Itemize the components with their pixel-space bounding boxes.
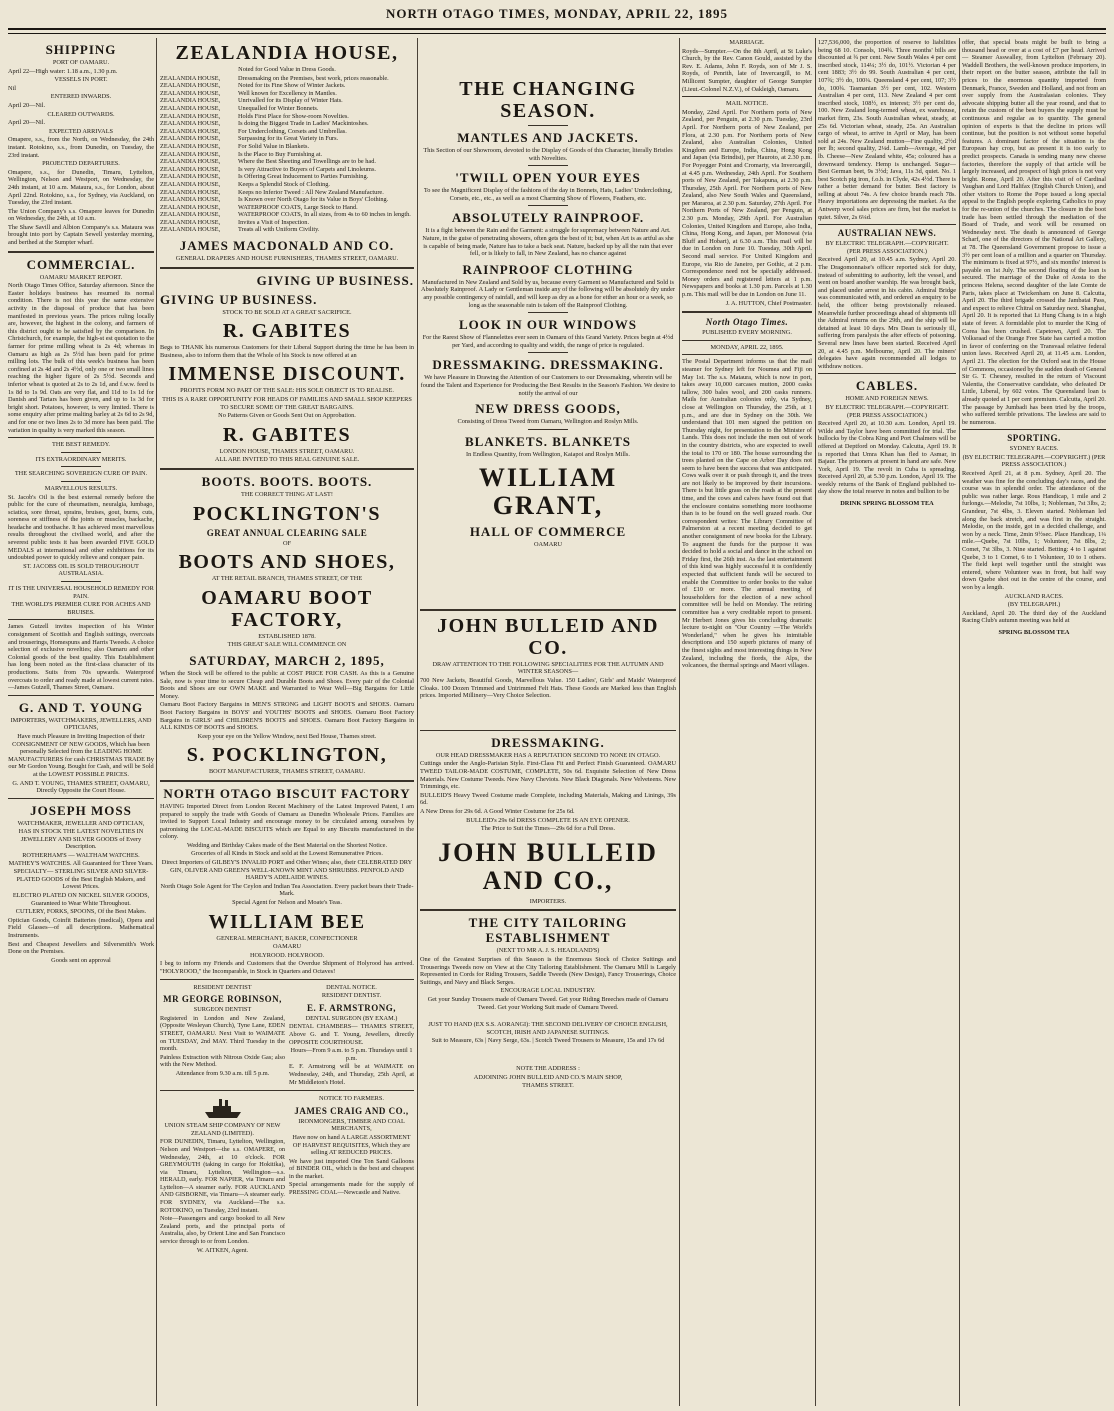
tea-footer: DRINK SPRING BLOSSOM TEA: [840, 500, 934, 508]
zealandia-text: Treats all with Uniform Civility.: [238, 226, 320, 234]
home-foreign: HOME AND FOREIGN NEWS.: [845, 395, 929, 403]
william-grant: WILLIAM GRANT,: [478, 463, 618, 521]
young-sub: IMPORTERS, WATCHMAKERS, JEWELLERS, AND OPTICIANS,: [10, 716, 152, 732]
cleared-heading: CLEARED OUTWARDS.: [47, 110, 115, 118]
zealandia-list: [160, 75, 414, 234]
marriage-heading: MARRIAGE.: [729, 39, 765, 46]
port-heading: PORT OF OAMARU.: [52, 59, 110, 66]
zealandia-line: [160, 82, 414, 90]
attendance: Attendance from 9.30 a.m. till 5 p.m.: [175, 1069, 270, 1077]
zealandia-line: [160, 128, 414, 136]
editorial: The Postal Department informs us that the mail steamer for Sydney left for Noumea and Fiji on May 1st. The s.s. Mataura, which is now in port, takes away 10,000 carcases mutton, 2000 casks tallow, 300 bales wool, and 200 casks runners. Mails for Australian colonies only, via Sydney, close at Wellington on Thursday, the 25th, at 1 p.m., and are due in Sydney on the 30th. We understand that 101 men signed the petition on Thursday night, for presentation to the Minister of Lands. This does not include the men out of work in the country districts, who are expected to swell the total to 170 or 180. The house surrounding the trees planted on the Cape on Arbor Day does not seem to have been the success that was anticipated. Cows walk over it or push through it, and the trees are not likely to be improved by their incursions. There is but little grass on the roads at the present time, and the cows and calves have found out that the enclosure contains something more toothsome than is to be found on the well grazed roads. Our correspondent writes: The Library Committee of Palmerston at a recent meeting decided to get another consignment of new books for the Library. To augment the funds for the purpose it was decided to hold a social and dance in the school on Friday first, the 26th inst. As the last entertainment of this kind was highly successful it is confidently expected that sufficient funds will be secured to enable the Committee to order books to the value of £10 or more. The annual meeting of householders for the election of a new school committee will be held on Monday. The retiring committee has a very creditable report to present. Mr Herbert Jones gives his concluding dramatic lecture to-night on "Our Country —The World's Wonderland," when he gives his inimitable descriptions and 150 superb pictures of many of the finest sights and most interesting things in New Zealand, including the fiords, the Alps, the volcanoes, the thermal springs and Maori villages.: [682, 358, 812, 670]
aitken-agent: W. AITKEN, Agent.: [196, 1246, 249, 1254]
moss-heading: JOSEPH MOSS: [30, 802, 132, 818]
zealandia-line: [160, 173, 414, 181]
city-text: One of the Greatest Surprises of this Season is the Enormous Stock of Choice Suitings and Trouserings Tweeds now on View at the City Tailoring Establishment. The Oamaru Mill is Largely Represented in Cords for Riding Trousers, Saddle Tweeds (New Design), Fancy Trouserings, Choice Suitings, and Navy and Black Serges.: [420, 955, 676, 986]
zealandia-line: [160, 196, 414, 204]
price-suit: The Price to Suit the Times—29s 6d for a Full Dress.: [480, 825, 616, 833]
merits: ITS EXTRAORDINARY MERITS.: [35, 455, 127, 463]
zealandia-line: [160, 189, 414, 197]
windows-heading: LOOK IN OUR WINDOWS: [458, 317, 638, 333]
zealandia-text: Dressmaking on the Premises, best work, prices reasonable.: [238, 74, 389, 82]
clothing-text: Manufactured in New Zealand and Sold by us, because every Garment so Manufactured and Sold is Absolutely Rainproof. A Lady or Gentleman inside any of the following will be absolutely dry under any possible contingency of rainfall, and will keep as dry as a bone for either an hour or a week, so long as the seasonable rain is taken off the Rainproof Clothing.: [421, 278, 675, 309]
cables-news: Received April 20, at 10.30 a.m. London, April 19. Wilde and Taylor have been committed for trial. The bullocks by the Cobra King and Port Chalmers will be offered at Deptford on Monday. Calcutta, April 19. It is reported that Umra Khan has fled to Asmar, in Bajaur. The prisoners at present in hand are safe. New York, April 19. The revolt in Cuba is spreading. Received April 20, at 5.30 p.m. London, April 19. The weekly returns of the Bank of England published to-day show the total reserve in notes and bullion to be: [818, 420, 956, 496]
changing-season: THE CHANGING SEASON.: [459, 78, 637, 122]
zealandia-text: Surpassing for its Great Variety in Furs.: [238, 135, 339, 143]
masthead-rule: [8, 28, 1106, 30]
zealandia-text: Unequalled for Winter Bonnets.: [238, 104, 319, 112]
zealandia-line: [160, 97, 414, 105]
zealandia-label: ZEALANDIA HOUSE,: [160, 82, 221, 90]
in-port-heading: VESSELS IN PORT.: [54, 76, 108, 84]
zealandia-line: [160, 211, 414, 219]
mail-signature: J. A. HUTTON, Chief Postmaster.: [725, 299, 812, 307]
surgeon-dentist: SURGEON DENTIST: [193, 1006, 252, 1014]
zealandia-label: ZEALANDIA HOUSE,: [160, 226, 221, 234]
invited: ALL ARE INVITED TO THIS REAL GENUINE SALE.: [214, 456, 360, 464]
hours: Hours—From 9 a.m. to 5 p.m. Thursdays until 1 p.m.: [290, 1047, 413, 1062]
rainproof-heading: ABSOLUTELY RAINPROOF.: [451, 210, 645, 226]
australian-news: Received April 20, at 10.45 a.m. Sydney, April 20. The Dragomonnaise's officer reported sick for duty, instead of submitting to authority, left the vessel, and went on board another warship. He was brought back, and placed under arrest in his cabin. Admiral Bridge was communicated with, and ordered an enquiry to be held, the officer being provisionally released. Meanwhile further proceedings ahead of shipments till the Admiral returns on the 29th, and the ship will be detained at least 10 days. Mrs Dean is seriously ill, suffering from paralysis the after effects of poisoning. Several new lines have been started. Received April 20, at 4.45 p.m. Melbourne, April 20. The miners' delegates have again recommended all lodges to withdraw notices.: [818, 256, 956, 370]
robinson: MR GEORGE ROBINSON,: [163, 994, 282, 1005]
electro: ELECTRO PLATED ON NICKEL SILVER GOODS, Guaranteed to Wear White Throughout.: [12, 892, 150, 907]
published: PUBLISHED EVERY MORNING.: [702, 329, 792, 337]
pocklington-heading: POCKLINGTON'S: [192, 502, 382, 525]
in-port: Nil: [8, 84, 17, 92]
departures-heading: PROJECTED DEPARTURES.: [42, 160, 120, 168]
painless: Painless Extraction with Nitrous Oxide Gas; also with the New Method.: [160, 1053, 285, 1069]
zealandia-text: Unrivalled for its Display of Winter Hats.: [238, 97, 343, 105]
zealandia-line: [160, 158, 414, 166]
auckland-news: Auckland, April 20. The third day of the Auckland Racing Club's autumn meeting was held at: [962, 609, 1106, 625]
bulleid-heading-2: JOHN BULLEID AND CO.,: [438, 837, 658, 895]
bulleid-attention: DRAW ATTENTION TO THE FOLLOWING SPECIALITIES FOR THE AUTUMN AND WINTER SEASONS—: [432, 660, 664, 676]
auckland-races: AUCKLAND RACES.: [1004, 592, 1064, 600]
specialty: SPECIALTY— STERLING SILVER AND SILVER-PLATED GOODS of the Best English Makers, and Lowest Prices.: [13, 868, 149, 891]
marvellous: MARVELLOUS RESULTS.: [44, 484, 118, 492]
zealandia-text: WATERPROOF COATS, Large Stock to Hand.: [238, 203, 358, 211]
new-dress-text: Consisting of Dress Tweed from Oamaru, Wellington and Roslyn Mills.: [457, 418, 639, 426]
of-label: OF: [282, 539, 292, 547]
saturday: SATURDAY, MARCH 2, 1895,: [189, 652, 385, 668]
bulleid-items: 700 New Jackets, Beautiful Goods, Marvellous Value. 150 Ladies', Girls' and Maids' Waterproof Cloaks. 100 Dozen Trimmed and Untrimmed Felt Hats. These Goods are Marked less than English prices. Imported Millinery—Very Choice Selection.: [420, 677, 676, 700]
new-dress-offer: A New Dress for 29s 6d. A Good Winter Costume for 25s 6d.: [420, 808, 575, 815]
young-address: G. AND T. YOUNG, THAMES STREET, OAMARU, Directly Opposite the Court House.: [12, 779, 150, 795]
column-1: [8, 38, 154, 1406]
issue-date: MONDAY, APRIL 22, 1895.: [710, 343, 784, 351]
suit-measure: Suit to Measure, 63s | Navy Serge, 63s. | Scotch Tweed Trousers to Measure, 15s and 17s 6d: [431, 1037, 665, 1045]
zealandia-label: ZEALANDIA HOUSE,: [160, 165, 221, 173]
bulleid-heavy: BULLEID'S Heavy Tweed Costume made Complete, including Materials, Making and Linings, 39s 6d.: [420, 791, 676, 807]
zealandia-text: Is very Attractive to Buyers of Carpets and Linoleums.: [238, 165, 376, 173]
cables-by: BY ELECTRIC TELEGRAPH.—COPYRIGHT. (PER PRESS ASSOCIATION.): [825, 403, 949, 419]
union-note: The Union Company's s.s. Omapere leaves for Dunedin on Wednesday, the 24th, at 10 a.m.: [8, 207, 154, 223]
importers-wines: Direct Importers of GILBEY'S INVALID PORT and Other Wines; also, their CELEBRATED DRY GIN, OLIVER AND GREEN'S WELL-KNOWN MINT AND SHRUBBS. PENFOLD AND HARDY'S ADELAIDE WINES.: [161, 859, 413, 882]
windows-text: For the Rarest Show of Flannelettes ever seen in Oamaru of this Grand Variety. Prices begin at 4½d per Yard, and according to quality and width, the range of price is regulated.: [422, 334, 674, 349]
macdonald-heading: JAMES MACDONALD AND CO.: [179, 238, 395, 254]
expected-arrivals: Omapere, s.s., from the North, on Wednesday, the 24th instant. Rotokino, s.s., from Dunedin, on Tuesday, the 23rd instant.: [8, 136, 154, 159]
dental-chambers: DENTAL CHAMBERS— THAMES STREET, Above G. and T. Young, Jewellers, directly OPPOSITE COURTHOUSE.: [289, 1023, 414, 1046]
mail-heading: MAIL NOTICE.: [725, 100, 769, 108]
biscuit-text: HAVING Imported Direct from London Recent Machinery of the Latest Improved Patent, I am prepared to supply the trade with Goods of Oamaru as Dunedin Wholesale Prices. Families are invited to Support Local Industry and encourage money to be circulated among ourselves by patronising the LOCAL-MADE BISCUITS which are Equal to any Biscuits manufactured in the colony.: [160, 802, 414, 841]
zealandia-label: ZEALANDIA HOUSE,: [160, 74, 221, 82]
zealandia-label: ZEALANDIA HOUSE,: [160, 89, 221, 97]
zealandia-line: [160, 151, 414, 159]
registered: Registered in London and New Zealand, (Opposite Wesleyan Church), Tyne Lane, EDEN STREET, OAMARU. Next Visit to WAIMATE on TUESDAY, 2nd MAY. Third Tuesday in the month.: [160, 1014, 285, 1053]
twill-text: To see the Magnificent Display of the fashions of the day in Bonnets, Hats, Ladies' Underclothing, Corsets, etc., etc., as well as a most Charming Show of Flowers, Feathers, etc.: [423, 187, 673, 202]
union-company: UNION STEAM SHIP COMPANY OF NEW ZEALAND (LIMITED).: [164, 1122, 281, 1137]
high-water: April 22—High water: 1.18 a.m., 1.30 p.m.: [8, 67, 118, 75]
searching-cure: THE SEARCHING SOVEREIGN CURE OF PAIN.: [14, 470, 148, 478]
correct-thing: THE CORRECT THING AT LAST!: [240, 491, 333, 498]
dress-items: Cuttings under the Anglo-Parisian Style. First-Class Fit and Perfect Finish Guaranteed. OAMARU TWEED TAILOR-MADE COSTUME, COMPLETE, 50s 6d. Exquisite Selection of New Dress Materials. New Costume Tweeds. New Navy Cheviots. New Black Diagonals. New Velveteens. New Trimmings, etc.: [420, 760, 676, 791]
dressmaking-text: We have Pleasure in Drawing the Attention of our Customers to our Dressmaking, wherein will be found the Talent and Experience for Producing the Best Results in the Season's Fashion. We desire to notify the arrival of our: [420, 374, 676, 397]
column-2: [160, 38, 414, 1406]
oamaru-tweed: Get your Sunday Trousers made of Oamaru Tweed. Get your Riding Breeches made of Oamaru Tweed. Get your Working Suit made of Oamaru Tweed.: [427, 995, 669, 1011]
zealandia-line: [160, 113, 414, 121]
boots-shoes: BOOTS AND SHOES,: [178, 551, 396, 574]
bee-sub: GENERAL MERCHANT, BAKER, CONFECTIONER: [216, 934, 358, 942]
zealandia-label: ZEALANDIA HOUSE,: [160, 218, 221, 226]
immense-discount: IMMENSE DISCOUNT.: [168, 363, 406, 386]
zealandia-label: ZEALANDIA HOUSE,: [160, 150, 221, 158]
holyrood-text: I beg to inform my Friends and Customers that the Overdue Shipment of Holyrood has arrived. "HOLYROOD," the Incomparable, in Stock in Quarters and Octaves!: [160, 960, 414, 975]
zealandia-text: For Underclothing, Corsets and Umbrellas.: [238, 127, 347, 135]
zealandia-line: [160, 90, 414, 98]
zealandia-text: Holds First Place for Show-room Novelties.: [238, 112, 349, 120]
zealandia-label: ZEALANDIA HOUSE,: [160, 180, 221, 188]
craig-import: We have just imported One Ton Sand Galloons of BINDER OIL, which is the best and cheapest in the market.: [289, 1157, 414, 1180]
zealandia-line: [160, 143, 414, 151]
tea-footer-2: SPRING BLOSSOM TEA: [998, 628, 1070, 636]
zealandia-line: [160, 120, 414, 128]
steamship-icon: [203, 1096, 243, 1120]
bulleid-heading: JOHN BULLEID AND CO.: [437, 614, 659, 659]
zealandia-text: Is the Place to Buy Furnishing at.: [238, 150, 323, 158]
zealandia-text: Well known for Excellency in Mantles.: [238, 89, 337, 97]
column-4: [682, 38, 812, 1406]
adjoining: ADJOINING JOHN BULLEID AND CO.'S MAIN SHOP,: [473, 1073, 623, 1081]
optician: Optician Goods, Coinfit Batteries (medical), Opera and Field Glasses—of all descriptions. Mathematical Instruments.: [8, 916, 154, 939]
entered: April 20—Nil.: [8, 101, 46, 109]
waimate-visit: E. F. Armstrong will be at WAIMATE on Wednesday, 24th, and Thursday, 25th April, at Mr Middleton's Hotel.: [289, 1063, 414, 1086]
annual-sale: GREAT ANNUAL CLEARING SALE: [206, 527, 368, 538]
armstrong: E. F. ARMSTRONG,: [307, 1002, 396, 1013]
australian-heading: AUSTRALIAN NEWS.: [837, 228, 937, 239]
zealandia-heading: ZEALANDIA HOUSE,: [175, 42, 399, 64]
zealandia-label: ZEALANDIA HOUSE,: [160, 127, 221, 135]
new-dress-goods: NEW DRESS GOODS,: [475, 401, 621, 417]
sporting-heading: SPORTING.: [1007, 433, 1061, 444]
zealandia-line: [160, 181, 414, 189]
universal-remedy: IT IS THE UNIVERSAL HOUSEHOLD REMEDY FOR PAIN.: [8, 585, 154, 600]
groceries: Groceries of all Kinds in Stock and sold at the Lowest Remunerative Prices.: [191, 850, 383, 858]
sporting-by: (BY ELECTRIC TELEGRAPH.—COPYRIGHT.) (PER PRESS ASSOCIATION.): [962, 453, 1106, 469]
best-remedy: THE BEST REMEDY.: [51, 441, 111, 449]
mail-notice: Monday, 22nd April. For Northern ports of New Zealand, per Penguin, at 2.30 p.m. Tuesday, 23rd April. For Northern ports of New Zealand, per Flora, at 2.30 p.m. For Northern ports of New Zealand, also Australian Colonies, United Kingdom and Europe, India, China, Hong Kong and Japan (via Brindisi), per Hauroto, at 2.30 p.m. For Poyegger Point and Cromarty, via Invercargill, at 4.45 p.m. Wednesday, 24th April. For Southern ports of New Zealand, per Takapuna, at 2.30 p.m. Thursday, 25th April. For Northern ports of New Zealand, also New South Wales and Queensland, per Mararoa, at 2.30 p.m. Saturday, 27th April. For Northern Ports of New Zealand, per Penguin, at 2.30 p.m. Monday, 29th April. For Australian Colonies, United Kingdom and Europe, also India, China, Hong Kong, and Japan, per Monowai (via Bluff and Hobart), at 6.30 a.m. This mail will be due in London on June 10. Tuesday, 30th April. Second mail service. For United Kingdom and Europe, via Rio de Janeiro, per Gothic, at 2 p.m. Correspondence need not be specially addressed. Money orders and registered letters at 1 p.m. Newspapers and books at 1.30 p.m. Parcels at 1.30 p.m. This mail will be due in London on June 11.: [682, 108, 812, 298]
moss-text: HAS IN STOCK THE LATEST NOVELTIES IN JEWELLERY AND SILVER GOODS of Every Description.: [18, 828, 144, 851]
sydney-races: SYDNEY RACES.: [1009, 445, 1059, 453]
sale-text: When the Stock will be offered to the public at COST PRICE FOR CASH. As this is a Genuine Sale, now is your time to secure Cheap and Durable Boots and Shoes. Every pair of the Colonial Boots and Shoes are our OWN MAKE and Warranted to Wear Well—Big Bargains for Little Money.: [160, 669, 414, 700]
cleared: April 20—Nil.: [8, 119, 46, 127]
zealandia-label: ZEALANDIA HOUSE,: [160, 112, 221, 120]
william-bee: WILLIAM BEE: [208, 910, 366, 933]
craig-coal: Special arrangements made for the supply of PRESSING COAL—Newcastle and Native.: [289, 1181, 414, 1197]
rare-opportunity: THIS IS A RARE OPPORTUNITY FOR HEADS OF FAMILIES AND SMALL SHOP KEEPERS TO SECURE SOME OF THE GREAT BARGAINS.: [162, 396, 412, 411]
boots-heading: BOOTS. BOOTS. BOOTS.: [201, 474, 373, 489]
stock-sold: STOCK TO BE SOLD AT A GREAT SACRIFICE.: [222, 308, 352, 316]
mantles-heading: MANTLES AND JACKETS.: [457, 130, 639, 145]
oamaru-boot-factory: OAMARU BOOT FACTORY,: [201, 586, 373, 631]
encourage-industry: ENCOURAGE LOCAL INDUSTRY.: [500, 987, 596, 995]
zealandia-line: [160, 166, 414, 174]
s-pocklington: S. POCKLINGTON,: [186, 744, 388, 767]
rainproof-clothing: RAINPROOF CLOTHING: [462, 261, 634, 277]
gabites-text: Begs to THANK his numerous Customers for their Liberal Support during the time he has been in Business, also to inform them that the Whole of his Stock is now offered at an: [160, 344, 414, 359]
wedding-cakes: Wedding and Birthday Cakes made of the Best Material on the Shortest Notice.: [186, 841, 388, 849]
auckland-by: (BY TELEGRAPH.): [1007, 601, 1061, 609]
zealandia-label: ZEALANDIA HOUSE,: [160, 203, 221, 211]
armstrong-sub: DENTAL SURGEON (BY EXAM.): [305, 1014, 398, 1022]
keep-eye: Keep your eye on the Yellow Window, next Bed House, Thames street.: [197, 732, 377, 740]
projected-departures: Omapere, s.s., for Dunedin, Timaru, Lyttelton, Wellington, Nelson and Westport, on Wednesday, the 24th instant, at 10 a.m. Mataura, s.s., for London, about April 22nd. Rotokino, s.s., for Sydney, via Auckland, on Tuesday, the 23rd instant.: [8, 168, 154, 207]
craig-sub: IRONMONGERS, TIMBER AND COAL MERCHANTS,: [298, 1117, 405, 1133]
jacobs-sold: ST. JACOBS OIL IS SOLD THROUGHOUT AUSTRALASIA.: [23, 562, 139, 578]
zealandia-label: ZEALANDIA HOUSE,: [160, 173, 221, 181]
masthead-rule-thin: [8, 33, 1106, 34]
column-divider: [959, 38, 960, 1406]
holyrood: HOLYROOD. HOLYROOD.: [249, 951, 325, 959]
zealandia-line: [160, 219, 414, 227]
marriage-notice: Royds—Sumpter.—On the 8th April, at St Luke's Church, by the Rev. Canon Gould, assisted by the Rev. E. Adams, John F. Royds, son of Mr J. S. Royds, of Penrith, late of Invercargill, to M. Millicent Sumpter, daughter of George Sumpter (Lieut.-Colonel N.Z.V.), of Oakleigh, Oamaru.: [682, 47, 812, 93]
city-tailoring: THE CITY TAILORING ESTABLISHMENT: [468, 915, 628, 946]
just-to-hand: JUST TO HAND (EX S.S. AORANGI): THE SECOND DELIVERY OF CHOICE ENGLISH, SCOTCH, IRISH AND JAPANESE SUITINGS.: [428, 1021, 668, 1036]
column-3: [420, 38, 676, 1406]
zealandia-label: ZEALANDIA HOUSE,: [160, 158, 221, 166]
zealandia-line: [160, 105, 414, 113]
zealandia-text: Noted for its Fine Show of Winter Jackets.: [238, 82, 346, 90]
newspaper-nameplate: North Otago Times.: [705, 317, 789, 328]
zealandia-label: ZEALANDIA HOUSE,: [160, 196, 221, 204]
blankets-heading: BLANKETS. BLANKETS: [464, 433, 632, 449]
special-agent: Special Agent for Nelson and Moate's Teas.: [232, 899, 342, 907]
zealandia-text: Keeps a Splendid Stock of Clothing.: [238, 180, 330, 188]
zealandia-text: Keeps no Inferior Tweed : All New Zealand Manufacture.: [238, 188, 384, 196]
zealandia-label: ZEALANDIA HOUSE,: [160, 104, 221, 112]
premier-cure: THE WORLD'S PREMIER CURE FOR ACHES AND BRUISES.: [11, 601, 151, 616]
zealandia-line: [160, 135, 414, 143]
zealandia-label: ZEALANDIA HOUSE,: [160, 142, 221, 150]
biscuit-factory: NORTH OTAGO BISCUIT FACTORY: [163, 785, 411, 801]
best-work: Best and Cheapest Jewellers and Silversmith's Work Done on the Premises.: [8, 940, 154, 956]
dressmaking-heading-2: DRESSMAKING.: [491, 734, 605, 750]
zealandia-label: ZEALANDIA HOUSE,: [160, 135, 221, 143]
established: ESTABLISHED 1878.: [258, 632, 316, 640]
craig: JAMES CRAIG AND CO.,: [294, 1105, 409, 1116]
waltham: ROTHERHAM'S — WALTHAM WATCHES. MATHEY'S WATCHES. All Guaranteed for Three Years.: [8, 852, 154, 867]
zealandia-text: For Solid Value in Blankets.: [238, 142, 310, 150]
zealandia-line: [160, 75, 414, 83]
resident-dentist-2: RESIDENT DENTIST.: [321, 992, 382, 1000]
blankets-text: In Endless Quantity, from Wellington, Kaiapoi and Roslyn Mills.: [466, 450, 630, 458]
farmers-notice: NOTICE TO FARMERS.: [319, 1095, 384, 1103]
zealandia-text: Where the Best Sheeting and Towellings are to be had.: [238, 158, 376, 166]
cable-continued: offer, that special boats might be built to bring a thousand head or over at a cost of £7 per head. Arrived — Steamer Asswalley, from Lyttelton (February 20). Waddell Brothers, the well-known produce importers, in their report on the butter season, attribute the fall in prices to the enormous quantity imported from Denmark, France, Sweden and Holland, and not from an over supply from the Australasian colonies. They advocate shipping butter all the year round, and that to retain the custom of the best buyers the supply must be continuous and regular as to quantity. The general opinion of experts is that the decline in prices will continue, but the position is not without some hopeful features. A dominant factor of the situation is the European hay crop, but as present it is too early to predict prospects. Canada is sending many new cheese factories, therefore the supply of that article will be largely increased, and prospect of high prices is not very bright. Rome, April 20. After this visit of of Cardinal Vaughan and Lord Halifax (English Church Union), and other visitors to Rome the Pope issued a long special appeal to the English people exploring Catholics to pray for the re-union of the churches. The closure in the boot trade has been settled through the mediation of the Board of Trade, and work will be resumed on Wednesday next. The death is announced of George Scharf, one of the directors of the National Art Gallery, at 78. The Queensland Government propose to issue a 3½ per cent loan of a million and a quarter on Thursday. The minimum is fixed at 97½, and six months' interest is payable on 1st July. The second floating of the loan is secured. The marriage of the Duke of Aosta to the princess Helena, second daughter of the late Comte de Paris, takes place at Twickenham on June 8. Calcutta, April 20. The third brigade crossed the Jambatai Pass, and expect to relieve Chitral on Saturday next. Shanghai, April 20. It is reported that Li Hung Chang is in a high state of fever. A formidable plot to murder the King of Corea has been crushed. Capetown, April 20. The Volksraad of the Orange Free State has carried a motion in favor of conferring on the Transvaal relative federal union laws. Received April 20, at 11.45 a.m. London, April 21. The election for the Oxford seat in the House of Commons, occasioned by the sudden death of General Sir G. T. Chesney, resulted in the return of Viscount Valentia, the Conservative candidate, who defeated Dr Little, Liberal, by 602 votes. The Queensland loan is already quoted at 1 per cent premium. Calcutta, April 20. The passage by Jumbadi has been tried by the troops, who suffered terrible privations. The lawless are said to be numerous.: [962, 39, 1106, 426]
finance-report: 127,536,000, the proportion of reserve to liabilities being 68 10. Consols, 104¾. Three months' bills are discounted at ¾ per cent. New South Wales 4 per cent inscribed stock, 114¼; 3½ do, 101½. Victorian 4 per cent 1883; 3½ do 99. South Australian 4 per cent, 107¾; 3½ do, 100¼. Queensland 4 per cent, 107; 3½ do, 100¾. Tasmanian 3½ per cent, 102. Western Australian 4 per cent, 113. New Zealand 4 per cent inscribed stock, 108½, ex interest; 3½ per cent do, 100. New Zealand long-termed wheat, ex warehouse, market firm, 23s. South Australian wheat, steady, at 25s 6d. Victorian wheat, steady, 25s. An Australian cargo of wheat, to arrive in April or May, has been sold at 24s. New Zealand mutton—Fine quality, 2½d per lb; second quality, 2¼d. Lamb—Average, 4d per lb. Cheese—New Zealand white, 45s; coloured has a downward tendency. Hemp is unchanged. Sugar—Best German beet, 9s 3½d; Java, 11s 3d, quiet. No. 1 best Scotch pig iron, f.o.b. in Clyde, 42s 4½d. There is rather a better demand for butter. Best factory is selling at about 74s. A few choice brands reach 78s. Heavy importations are depressing the market. As the Antwerp wool sales prices are firm, but the market is quiet. Silver, 2s 6¼d.: [818, 39, 956, 221]
bulleid-29s: BULLEID's 29s 6d DRESS COMPLETE IS AN EYE OPENER.: [466, 816, 630, 824]
zealandia-text: Is doing the Biggest Trade in Ladies' Mackintoshes.: [238, 120, 369, 128]
mantles-text: This Section of our Showroom, devoted to the Display of Goods of this Character, literally Bristles with Novelties.: [423, 147, 673, 162]
thames-street: THAMES STREET.: [522, 1082, 574, 1090]
zealandia-line: [160, 204, 414, 212]
column-divider: [417, 38, 418, 1406]
bee-town: OAMARU: [273, 943, 301, 951]
commence: THIS GREAT SALE WILL COMMENCE ON: [227, 641, 347, 649]
giving-up-2: GIVING UP BUSINESS.: [160, 291, 318, 307]
retail-branch: AT THE RETAIL BRANCH, THAMES STREET, OF THE: [211, 575, 363, 583]
zealandia-text: WATERPROOF COATS, In all sizes, from 4s to 60 inches in length.: [238, 211, 411, 219]
jacobs-oil-text: St. Jacob's Oil is the best external remedy before the public for the cure of rheumatism, neuralgia, lumbago, sciatica, sore throat, sprains, bruises, gout, burns, cuts, soreness or stiffness of the joints or muscles, backache, headache and toothache. It has achieved most marvellous results throughout the civilised world, and after the severest public tests it has been awarded FIVE GOLD MEDALS at international and other exhibitions for its undoubted power to quickly relieve and conquer pain.: [8, 493, 154, 562]
entered-heading: ENTERED INWARDS.: [50, 93, 112, 101]
grant-town: OAMARU: [534, 541, 562, 549]
zealandia-text: Invites a Visit of Inspection.: [238, 218, 310, 226]
young-heading: G. AND T. YOUNG: [18, 699, 144, 715]
london-house: LONDON HOUSE, THAMES STREET, OAMARU.: [219, 447, 355, 455]
resident-dentist: RESIDENT DENTIST: [193, 983, 252, 991]
commercial-heading: COMMERCIAL.: [26, 256, 136, 272]
bargains: Oamaru Boot Factory Bargains in MEN'S STRONG and LIGHT BOOTS and SHOES. Oamaru Boot Factory Bargains in BOYS' and YOUTHS' BOOTS and SHOES. Oamaru Boot Factory Bargains in GIRLS' and CHILDREN'S BOOTS and SHOES. Oamaru Boot Factory Bargains in ALL KINDS OF BOOTS and SHOES.: [160, 701, 414, 732]
city-next: (NEXT TO MR A. J. S. HEADLAND'S): [496, 947, 600, 955]
note-address: NOTE THE ADDRESS :: [516, 1064, 580, 1072]
giving-up-1: GIVING UP BUSINESS.: [256, 272, 414, 288]
zealandia-label: ZEALANDIA HOUSE,: [160, 97, 221, 105]
zealandia-label: ZEALANDIA HOUSE,: [160, 188, 221, 196]
zealandia-text: Is Known over North Otago for its Value in Boys' Clothing.: [238, 196, 389, 204]
gutzell-ad: James Gutzell invites inspection of his Winter consignment of Scottish and English suitings, overcoats and trouserings, Homespuns and Harris Tweeds. A choice selection of exclusive novelties; also Oamaru and other Colonial goods of the best quality. This Establishment has long been noted as the first-class character of its productions. Suits from 70s upwards. Waterproof overcoats to order and ready made at lowest current rates.—James Gutzell, Thames Street, Oamaru.: [8, 623, 154, 692]
column-divider: [679, 38, 680, 1406]
tea-agent: North Otago Sole Agent for The Ceylon and Indian Tea Association. Every packet bears their Trade-Mark.: [160, 882, 414, 898]
market-report: North Otago Times Office, Saturday afternoon. Since the Easter holidays business has resumed its normal condition. There is not this year the same extensive activity in the disposal of produce that has been manifested in previous years. The prices ruling locally are, however, the highest in the colony, and farmers of this district ought to be satisfied by the comparison. In Christchurch, for example, the high-st est quotation to the farmer for prime milling wheat is 2s 4d; whereas in Oamaru as high as 2s 5½d has been paid for prime milling lots. The bulk of this week's business has been confined at 2s 4d and 2s 4½d, only one or two small lines reaching the higher figure of 2s 5½d. Seconds and inferior wheat is quoted at 2s to 2s 1d, and f.w.w. feed is 1s 8d to 1s 9d. Oats are very flat, and 11d to 1s 1d for Danish and Tartars has been given, and up to 1s 3d for bright short. Potatoes, however, is very limited. There is some enquiry after prime malting barley at 2s 6d to 2s 9d, and for one or two lines 2s to 3d more has been paid. The variation in quality is very marked this season.: [8, 282, 154, 434]
boot-manufacturer: BOOT MANUFACTURER, THAMES STREET, OAMARU.: [208, 768, 366, 776]
zealandia-line: [160, 226, 414, 234]
column-divider: [815, 38, 816, 1406]
column-6: [962, 38, 1106, 1406]
young-text: Have much Pleasure in Inviting Inspection of their CONSIGNMENT OF NEW GOODS, Which has been personally Selected from the LEADING HOME MANUFACTURERS for cash CHRISTMAS TRADE By our Mr Gordon Young. Bought for Cash, and will be Sold at the LOWEST POSSIBLE PRICES.: [8, 732, 154, 778]
zealandia-label: ZEALANDIA HOUSE,: [160, 120, 221, 128]
column-5: [818, 38, 956, 1406]
dressmaking-heading: DRESSMAKING. DRESSMAKING.: [432, 357, 664, 373]
shaw-note: The Shaw Savill and Albion Company's s.s. Mataura was brought into port by Captain Sewell yesterday morning, and berthed at the Sumpter wharf.: [8, 223, 154, 247]
gabites-heading: R. GABITES: [222, 320, 352, 343]
union-sailings: FOR DUNEDIN, Timaru, Lyttelton, Wellington, Nelson and Westport—the s.s. OMAPERE, on Wednesday, 24th, at 10 o'clock. FOR GREYMOUTH (taking in cargo for Hokitika), via Timaru, Lyttelton, Wellington—s.s. HERALD, early. FOR NAPIER, via Timaru and Lyttelton—A steamer early. FOR AUCKLAND AND GISBORNE, via Timaru—A steamer early. FOR SYDNEY, via Auckland—The s.s. ROTOKINO, on Tuesday, 23rd instant.: [160, 1138, 285, 1214]
twill-heading: 'TWILL OPEN YOUR EYES: [455, 170, 641, 186]
sporting-news: Received April 21, at 8 p.m. Sydney, April 20. The weather was fine for the concluding day's races, and the course was in splendid order. The attendance of the public was rather large. Rous Handicap, 1 mile and 2 furlongs.—Melodie, 7st 10lbs, 1; Nobleman, 7st 3lbs, 2; Grandeur, 7st 4lbs, 3. Eleven started. Nobleman led along the back stretch, and was first in the straight. Melodie, on the inside, got in a decided challenge, and won by a neck. Time, 2min 9½sec. Place Handicap, 1¼ mile.—Quebe, 7st 10lbs, 1; Volunteer, 7st 8lbs, 2; Comet, 7st 3lbs, 3. Nine started. Betting: 4 to 1 against Quebe, 3 to 1 Comet, 6 to 1 Volunteer, 10 to 1 others. The field kept well together until the straight was entered, where Volunteer was in front, but half way down Quebe shot out in the centre of the course, and won by a length.: [962, 470, 1106, 591]
column-divider: [156, 38, 157, 1406]
hall-of-commerce: HALL OF COMMERCE: [469, 524, 627, 540]
head-dressmaker: OUR HEAD DRESSMAKER HAS A REPUTATION SECOND TO NONE IN OTAGO.: [435, 751, 661, 759]
cutlery: CUTLERY, FORKS, SPOONS, Of the Best Makes.: [15, 908, 147, 916]
moss-sub: WATCHMAKER, JEWELLER AND OPTICIAN,: [17, 819, 145, 827]
craig-text: Have now on hand A LARGE ASSORTMENT OF HARVEST REQUISITES, Which they are selling AT REDUCED PRICES.: [292, 1133, 411, 1157]
australian-by: BY ELECTRIC TELEGRAPH.—COPYRIGHT. (PER PRESS ASSOCIATION.): [825, 240, 949, 255]
gabites-heading-2: R. GABITES: [222, 423, 352, 446]
zealandia-text: Is Offering Great Inducement to Parties Furnishing.: [238, 173, 369, 181]
importers: IMPORTERS.: [529, 897, 567, 905]
profits: PROFITS FORM NO PART OF THE SALE: HIS SOLE OBJECT IS TO REALISE.: [180, 387, 394, 395]
market-heading: OAMARU MARKET REPORT.: [39, 273, 123, 281]
dental-notice: DENTAL NOTICE.: [326, 983, 377, 991]
union-note-2: Note—Passengers and cargo booked to all New Zealand ports, and the principal ports of Australia, also, by Orient Line and San Francisco service through to or from London.: [160, 1215, 285, 1246]
zealandia-label: ZEALANDIA HOUSE,: [160, 211, 221, 219]
cables-heading: CABLES.: [855, 378, 919, 394]
zealandia-sub: Noted for Good Value in Dress Goods.: [238, 66, 336, 73]
expected-heading: EXPECTED ARRIVALS: [48, 127, 114, 135]
shipping-heading: SHIPPING: [45, 42, 117, 57]
rainproof-text: It is a fight between the Rain and the Garment: a struggle for supremacy between Nature and Art. Nature, in the guise of penetrating showers, often gets the best of it; but, when Art is as artful as she is capable of being made, Nature has to take a back seat. Nature, backed up by all the rain that ever fell, or is likely to fall, in New Zealand, has no chance against: [422, 227, 674, 258]
macdonald-sub: GENERAL DRAPERS AND HOUSE FURNISHERS, THAMES STREET, OAMARU.: [175, 255, 399, 263]
no-patterns: No Patterns Given or Goods Sent Out on Approbation.: [218, 412, 356, 420]
page-masthead: NORTH OTAGO TIMES, MONDAY, APRIL 22, 1895: [385, 6, 729, 21]
approval: Goods sent on approval: [51, 956, 111, 964]
